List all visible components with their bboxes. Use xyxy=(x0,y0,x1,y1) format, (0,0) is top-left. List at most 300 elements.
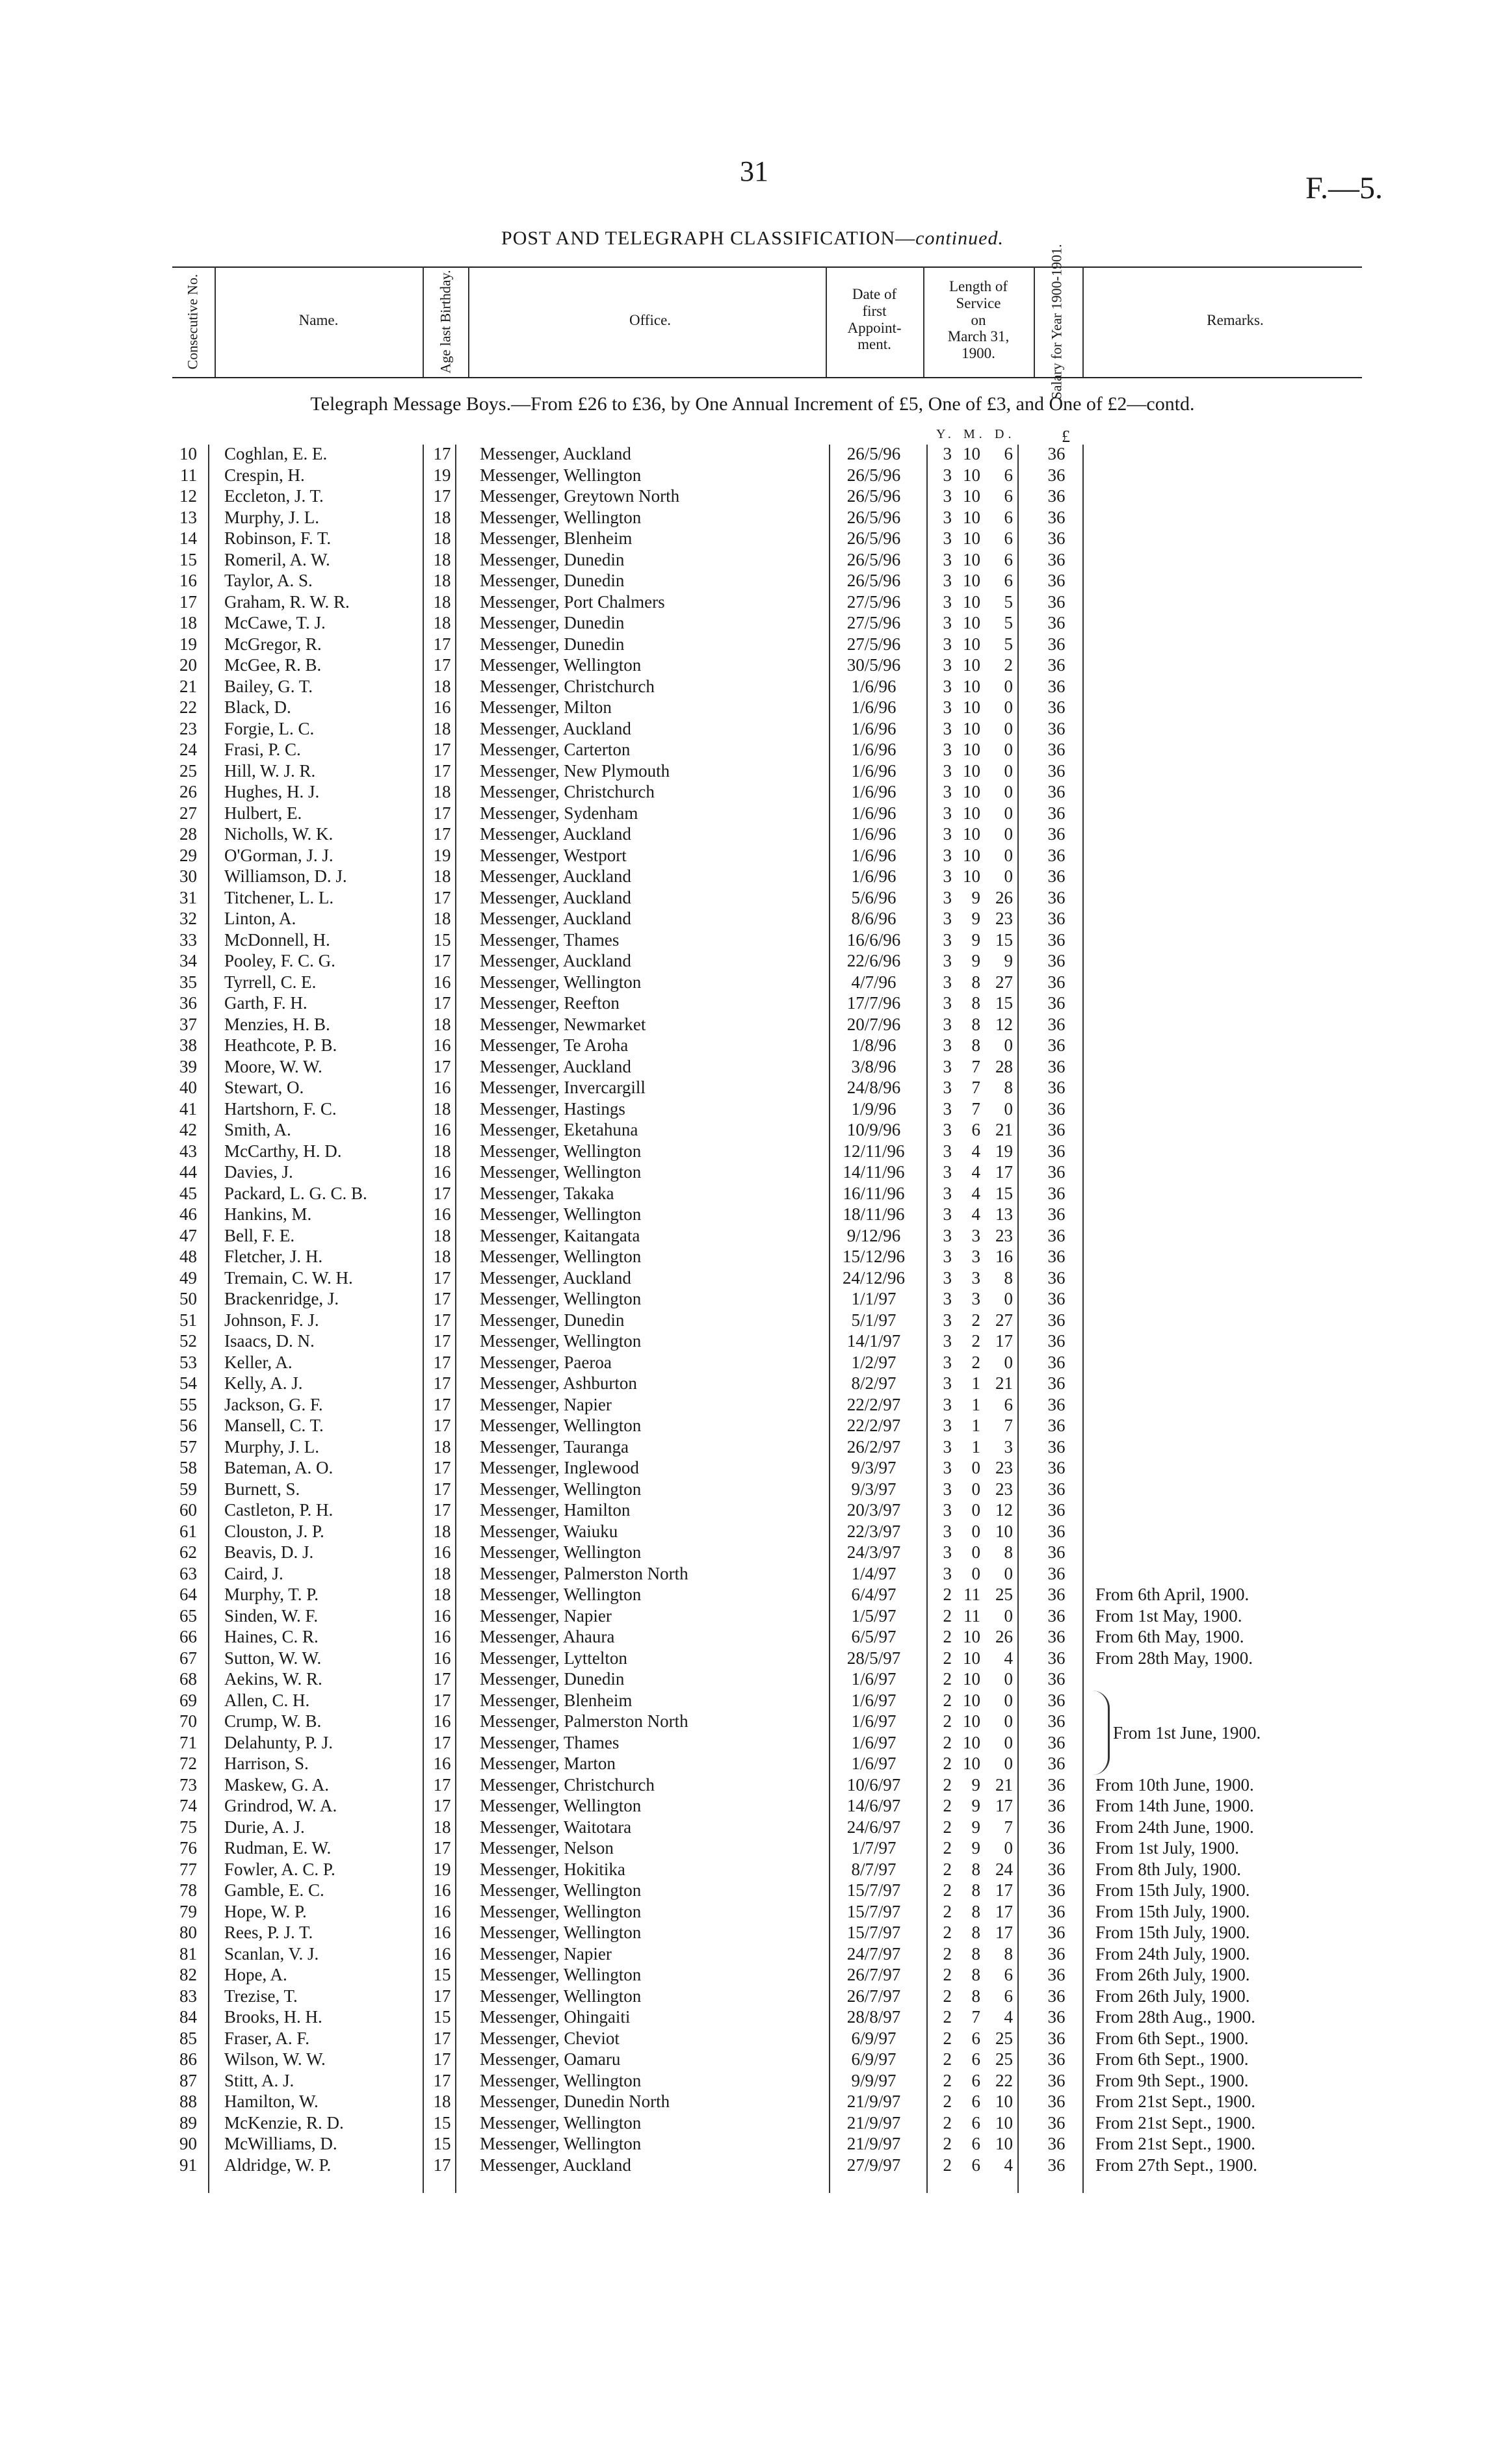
row-years: 3 xyxy=(943,782,952,801)
row-months: 4 xyxy=(971,1141,980,1161)
header-rule-top xyxy=(172,266,1362,268)
row-date: 26/5/96 xyxy=(846,444,901,463)
row-days: 0 xyxy=(1004,1754,1013,1773)
header-rule-bottom xyxy=(172,377,1362,378)
table-row xyxy=(0,2070,1505,2092)
row-months: 10 xyxy=(963,486,980,506)
row-days: 0 xyxy=(1004,1098,1013,1119)
row-office: Messenger, Dunedin North xyxy=(480,2092,670,2111)
row-years: 3 xyxy=(943,486,952,506)
row-office: Messenger, Sydenham xyxy=(480,803,638,823)
row-days: 0 xyxy=(1004,1352,1013,1372)
table-row xyxy=(0,1964,1505,1986)
row-years: 3 xyxy=(943,591,952,612)
table-row xyxy=(0,929,1505,951)
row-days: 27 xyxy=(995,972,1013,992)
row-number: 30 xyxy=(179,866,197,886)
row-years: 2 xyxy=(943,1754,952,1773)
row-name: Murphy, T. P. xyxy=(224,1585,319,1604)
row-name: Aldridge, W. P. xyxy=(224,2155,332,2175)
row-years: 2 xyxy=(943,1669,952,1689)
row-date: 1/6/96 xyxy=(851,803,896,823)
row-months: 0 xyxy=(971,1458,980,1477)
row-office: Messenger, Westport xyxy=(480,845,627,865)
table-row xyxy=(0,2133,1505,2155)
row-months: 9 xyxy=(971,1838,980,1858)
row-months: 10 xyxy=(963,845,980,865)
row-date: 26/5/96 xyxy=(846,571,901,590)
row-date: 3/8/96 xyxy=(851,1056,896,1076)
row-years: 3 xyxy=(943,1352,952,1372)
row-office: Messenger, Hamilton xyxy=(480,1500,631,1520)
row-years: 3 xyxy=(943,507,952,527)
row-years: 3 xyxy=(943,1479,952,1499)
unit-months: M. xyxy=(963,427,986,441)
row-number: 16 xyxy=(179,571,197,590)
row-years: 3 xyxy=(943,1436,952,1457)
row-days: 10 xyxy=(995,1521,1013,1541)
row-office: Messenger, Hokitika xyxy=(480,1859,625,1879)
row-years: 3 xyxy=(943,866,952,886)
row-salary: 36 xyxy=(1047,571,1066,590)
row-days: 0 xyxy=(1004,1563,1013,1583)
row-date: 17/7/96 xyxy=(846,993,901,1013)
unit-pound: £ xyxy=(1062,427,1074,446)
table-row xyxy=(0,507,1505,528)
row-age: 18 xyxy=(433,528,451,548)
header-divider xyxy=(923,266,924,377)
row-number: 36 xyxy=(179,993,197,1013)
row-months: 7 xyxy=(971,1056,980,1076)
row-days: 13 xyxy=(995,1204,1013,1224)
row-name: Hankins, M. xyxy=(224,1204,312,1224)
row-age: 18 xyxy=(433,1817,451,1837)
row-age: 19 xyxy=(433,1859,451,1879)
row-years: 3 xyxy=(943,549,952,569)
row-office: Messenger, Takaka xyxy=(480,1183,614,1203)
row-months: 10 xyxy=(963,782,980,801)
table-row xyxy=(0,591,1505,613)
row-remarks: From 26th July, 1900. xyxy=(1095,1965,1250,1984)
row-days: 6 xyxy=(1004,444,1013,463)
row-date: 15/7/97 xyxy=(846,1880,901,1900)
row-months: 8 xyxy=(971,1035,980,1055)
row-name: Isaacs, D. N. xyxy=(224,1331,315,1351)
row-age: 18 xyxy=(433,718,451,738)
row-years: 3 xyxy=(943,1521,952,1541)
row-remarks: From 6th April, 1900. xyxy=(1095,1585,1250,1604)
table-row xyxy=(0,1077,1505,1098)
row-office: Messenger, Newmarket xyxy=(480,1014,646,1034)
table-row xyxy=(0,1605,1505,1627)
row-salary: 36 xyxy=(1047,1098,1066,1119)
row-date: 26/7/97 xyxy=(846,1986,901,2006)
row-number: 59 xyxy=(179,1479,197,1499)
row-office: Messenger, Carterton xyxy=(480,740,631,759)
row-number: 75 xyxy=(179,1817,197,1837)
row-date: 16/6/96 xyxy=(846,929,901,950)
row-date: 6/9/97 xyxy=(851,2028,896,2048)
row-age: 18 xyxy=(433,1436,451,1457)
row-days: 4 xyxy=(1004,2007,1013,2027)
row-office: Messenger, Port Chalmers xyxy=(480,591,665,612)
row-salary: 36 xyxy=(1047,1965,1066,1984)
row-number: 78 xyxy=(179,1880,197,1900)
table-row xyxy=(0,866,1505,887)
row-years: 3 xyxy=(943,1247,952,1266)
row-age: 16 xyxy=(433,1648,451,1668)
row-remarks: From 10th June, 1900. xyxy=(1095,1774,1254,1795)
table-row xyxy=(0,697,1505,718)
row-years: 2 xyxy=(943,1605,952,1626)
row-years: 3 xyxy=(943,1542,952,1562)
row-name: Hill, W. J. R. xyxy=(224,760,316,781)
row-number: 12 xyxy=(179,486,197,506)
merged-remark: From 1st June, 1900. xyxy=(1113,1723,1261,1743)
row-age: 17 xyxy=(433,1838,451,1858)
row-number: 69 xyxy=(179,1690,197,1710)
row-days: 23 xyxy=(995,1225,1013,1245)
row-office: Messenger, Blenheim xyxy=(480,528,633,548)
row-years: 2 xyxy=(943,1817,952,1837)
row-age: 18 xyxy=(433,1225,451,1245)
row-name: Tyrrell, C. E. xyxy=(224,972,317,992)
row-office: Messenger, Wellington xyxy=(480,1141,642,1161)
row-office: Messenger, Wellington xyxy=(480,2070,642,2090)
row-remarks: From 14th June, 1900. xyxy=(1095,1796,1254,1815)
row-years: 3 xyxy=(943,718,952,738)
row-years: 2 xyxy=(943,1901,952,1921)
row-number: 68 xyxy=(179,1669,197,1689)
row-age: 17 xyxy=(433,655,451,675)
row-age: 17 xyxy=(433,740,451,759)
row-salary: 36 xyxy=(1047,972,1066,992)
row-salary: 36 xyxy=(1047,1838,1066,1858)
row-age: 17 xyxy=(433,760,451,781)
table-row xyxy=(0,1310,1505,1331)
row-years: 2 xyxy=(943,2070,952,2090)
row-age: 18 xyxy=(433,613,451,632)
row-age: 17 xyxy=(433,444,451,463)
table-row xyxy=(0,2028,1505,2049)
row-office: Messenger, Tauranga xyxy=(480,1436,629,1457)
row-age: 17 xyxy=(433,1056,451,1076)
row-age: 18 xyxy=(433,507,451,527)
table-row xyxy=(0,612,1505,634)
row-number: 32 xyxy=(179,909,197,928)
table-row xyxy=(0,1204,1505,1225)
row-number: 83 xyxy=(179,1986,197,2006)
row-date: 22/3/97 xyxy=(846,1521,901,1541)
row-number: 37 xyxy=(179,1014,197,1034)
row-date: 14/11/96 xyxy=(843,1162,905,1182)
row-months: 8 xyxy=(971,972,980,992)
row-years: 3 xyxy=(943,1014,952,1034)
row-age: 18 xyxy=(433,571,451,590)
row-name: Romeril, A. W. xyxy=(224,549,330,569)
row-salary: 36 xyxy=(1047,993,1066,1013)
row-salary: 36 xyxy=(1047,1141,1066,1161)
row-date: 1/6/96 xyxy=(851,697,896,717)
table-row xyxy=(0,1584,1505,1605)
row-office: Messenger, Greytown North xyxy=(480,486,680,506)
row-date: 28/8/97 xyxy=(846,2007,901,2027)
row-age: 18 xyxy=(433,676,451,696)
row-office: Messenger, Ashburton xyxy=(480,1373,637,1393)
row-name: McCawe, T. J. xyxy=(224,613,326,632)
table-row xyxy=(0,1837,1505,1859)
row-years: 3 xyxy=(943,465,952,485)
row-office: Messenger, Wellington xyxy=(480,1986,642,2006)
row-date: 1/6/97 xyxy=(851,1669,896,1689)
row-years: 3 xyxy=(943,1035,952,1055)
row-date: 4/7/96 xyxy=(851,972,896,992)
row-days: 0 xyxy=(1004,1690,1013,1710)
row-number: 86 xyxy=(179,2049,197,2069)
row-number: 54 xyxy=(179,1373,197,1393)
row-days: 26 xyxy=(995,1627,1013,1646)
row-office: Messenger, Wellington xyxy=(480,1542,642,1562)
row-months: 2 xyxy=(971,1331,980,1351)
row-date: 27/5/96 xyxy=(846,591,901,612)
row-months: 10 xyxy=(963,507,980,527)
row-days: 8 xyxy=(1004,1267,1013,1288)
row-date: 6/5/97 xyxy=(851,1627,896,1646)
row-name: Castleton, P. H. xyxy=(224,1500,334,1520)
row-days: 5 xyxy=(1004,613,1013,632)
row-age: 16 xyxy=(433,1627,451,1646)
row-months: 10 xyxy=(963,1627,980,1646)
row-name: Brooks, H. H. xyxy=(224,2007,322,2027)
row-office: Messenger, Wellington xyxy=(480,1923,642,1942)
table-row xyxy=(0,1119,1505,1141)
row-age: 18 xyxy=(433,1014,451,1034)
row-name: Trezise, T. xyxy=(224,1986,298,2006)
row-date: 9/3/97 xyxy=(851,1479,896,1499)
row-salary: 36 xyxy=(1047,740,1066,759)
row-months: 6 xyxy=(971,2155,980,2175)
row-salary: 36 xyxy=(1047,1605,1066,1626)
row-name: Johnson, F. J. xyxy=(224,1310,319,1330)
row-office: Messenger, Eketahuna xyxy=(480,1120,638,1139)
row-remarks: From 6th Sept., 1900. xyxy=(1095,2049,1249,2069)
row-date: 9/12/96 xyxy=(846,1225,901,1245)
row-office: Messenger, Nelson xyxy=(480,1838,614,1858)
row-days: 8 xyxy=(1004,1542,1013,1562)
row-remarks: From 21st Sept., 1900. xyxy=(1095,2112,1256,2133)
row-salary: 36 xyxy=(1047,1289,1066,1308)
row-years: 3 xyxy=(943,1204,952,1224)
row-age: 17 xyxy=(433,1732,451,1752)
row-months: 10 xyxy=(963,655,980,675)
row-years: 3 xyxy=(943,1183,952,1203)
row-name: Maskew, G. A. xyxy=(224,1774,329,1795)
row-age: 17 xyxy=(433,1352,451,1372)
row-office: Messenger, Wellington xyxy=(480,655,642,675)
row-date: 24/12/96 xyxy=(842,1267,905,1288)
row-age: 17 xyxy=(433,993,451,1013)
table-row xyxy=(0,1732,1505,1754)
row-age: 17 xyxy=(433,951,451,970)
row-days: 23 xyxy=(995,1458,1013,1477)
table-row xyxy=(0,1014,1505,1035)
row-days: 0 xyxy=(1004,676,1013,696)
row-office: Messenger, Inglewood xyxy=(480,1458,639,1477)
row-office: Messenger, Lyttelton xyxy=(480,1648,627,1668)
row-months: 9 xyxy=(971,1817,980,1837)
row-days: 10 xyxy=(995,2092,1013,2111)
row-salary: 36 xyxy=(1047,1479,1066,1499)
row-years: 2 xyxy=(943,1690,952,1710)
row-months: 8 xyxy=(971,1901,980,1921)
row-office: Messenger, Dunedin xyxy=(480,1310,625,1330)
row-months: 6 xyxy=(971,2112,980,2133)
row-age: 17 xyxy=(433,2028,451,2048)
row-number: 91 xyxy=(179,2155,197,2175)
row-age: 17 xyxy=(433,1479,451,1499)
row-years: 2 xyxy=(943,2155,952,2175)
row-years: 3 xyxy=(943,1310,952,1330)
row-office: Messenger, Thames xyxy=(480,929,620,950)
row-number: 87 xyxy=(179,2070,197,2090)
row-age: 18 xyxy=(433,549,451,569)
row-number: 80 xyxy=(179,1923,197,1942)
row-age: 18 xyxy=(433,1141,451,1161)
row-salary: 36 xyxy=(1047,1901,1066,1921)
header-date: Date of first Appoint- ment. xyxy=(847,286,902,353)
table-row xyxy=(0,803,1505,824)
row-years: 2 xyxy=(943,1859,952,1879)
row-days: 6 xyxy=(1004,1965,1013,1984)
row-months: 6 xyxy=(971,1120,980,1139)
row-salary: 36 xyxy=(1047,887,1066,907)
row-office: Messenger, Blenheim xyxy=(480,1690,633,1710)
row-days: 17 xyxy=(995,1331,1013,1351)
row-months: 3 xyxy=(971,1247,980,1266)
row-years: 3 xyxy=(943,634,952,654)
row-years: 2 xyxy=(943,2028,952,2048)
row-age: 15 xyxy=(433,2007,451,2027)
table-row xyxy=(0,1330,1505,1352)
row-salary: 36 xyxy=(1047,1796,1066,1815)
row-office: Messenger, Oamaru xyxy=(480,2049,621,2069)
page-number: 31 xyxy=(740,155,768,187)
row-years: 2 xyxy=(943,1838,952,1858)
row-number: 66 xyxy=(179,1627,197,1646)
row-days: 23 xyxy=(995,1479,1013,1499)
row-date: 27/5/96 xyxy=(846,634,901,654)
table-row xyxy=(0,1267,1505,1289)
row-name: Kelly, A. J. xyxy=(224,1373,303,1393)
row-date: 21/9/97 xyxy=(846,2134,901,2153)
table-row xyxy=(0,1795,1505,1817)
row-date: 1/8/96 xyxy=(851,1035,896,1055)
row-age: 17 xyxy=(433,1183,451,1203)
row-days: 6 xyxy=(1004,1394,1013,1414)
row-remarks: From 6th Sept., 1900. xyxy=(1095,2028,1249,2048)
row-age: 17 xyxy=(433,1310,451,1330)
row-months: 10 xyxy=(963,549,980,569)
row-date: 12/11/96 xyxy=(843,1141,905,1161)
row-salary: 36 xyxy=(1047,549,1066,569)
row-name: Scanlan, V. J. xyxy=(224,1943,319,1964)
row-number: 63 xyxy=(179,1563,197,1583)
row-salary: 36 xyxy=(1047,507,1066,527)
row-salary: 36 xyxy=(1047,613,1066,632)
row-salary: 36 xyxy=(1047,1880,1066,1900)
row-date: 8/6/96 xyxy=(851,909,896,928)
row-office: Messenger, Dunedin xyxy=(480,571,625,590)
row-days: 0 xyxy=(1004,740,1013,759)
row-days: 4 xyxy=(1004,2155,1013,2175)
row-remarks: From 21st Sept., 1900. xyxy=(1095,2092,1256,2111)
row-days: 23 xyxy=(995,909,1013,928)
table-row xyxy=(0,1035,1505,1056)
row-age: 16 xyxy=(433,1754,451,1773)
table-row xyxy=(0,549,1505,571)
row-salary: 36 xyxy=(1047,1542,1066,1562)
row-months: 8 xyxy=(971,1923,980,1942)
row-years: 3 xyxy=(943,1098,952,1119)
row-days: 16 xyxy=(995,1247,1013,1266)
row-years: 3 xyxy=(943,824,952,844)
row-days: 28 xyxy=(995,1056,1013,1076)
row-name: Sutton, W. W. xyxy=(224,1648,322,1668)
row-date: 26/7/97 xyxy=(846,1965,901,1984)
row-office: Messenger, Ahaura xyxy=(480,1627,615,1646)
remark-brace xyxy=(1092,1691,1110,1775)
row-days: 15 xyxy=(995,993,1013,1013)
row-name: Tremain, C. W. H. xyxy=(224,1267,353,1288)
table-row xyxy=(0,739,1505,760)
row-name: Davies, J. xyxy=(224,1162,293,1182)
table-row xyxy=(0,486,1505,507)
row-months: 10 xyxy=(963,866,980,886)
row-salary: 36 xyxy=(1047,1078,1066,1097)
row-days: 10 xyxy=(995,2134,1013,2153)
row-salary: 36 xyxy=(1047,1500,1066,1520)
table-row xyxy=(0,1479,1505,1500)
row-number: 11 xyxy=(180,465,197,485)
row-remarks: From 8th July, 1900. xyxy=(1095,1859,1242,1879)
row-name: Moore, W. W. xyxy=(224,1056,322,1076)
row-office: Messenger, Wellington xyxy=(480,1289,642,1308)
table-row xyxy=(0,1246,1505,1267)
row-salary: 36 xyxy=(1047,1986,1066,2006)
row-number: 21 xyxy=(179,676,197,696)
table-row xyxy=(0,1859,1505,1880)
row-days: 15 xyxy=(995,1183,1013,1203)
row-name: Hamilton, W. xyxy=(224,2092,319,2111)
table-row xyxy=(0,1542,1505,1563)
row-age: 18 xyxy=(433,591,451,612)
row-salary: 36 xyxy=(1047,2049,1066,2069)
row-salary: 36 xyxy=(1047,634,1066,654)
row-salary: 36 xyxy=(1047,824,1066,844)
row-age: 17 xyxy=(433,1690,451,1710)
row-salary: 36 xyxy=(1047,2007,1066,2027)
table-row xyxy=(0,845,1505,866)
row-number: 55 xyxy=(179,1394,197,1414)
classification-table-body xyxy=(0,443,1505,2175)
row-number: 57 xyxy=(179,1436,197,1457)
row-name: Crump, W. B. xyxy=(224,1711,322,1731)
row-age: 17 xyxy=(433,1289,451,1308)
row-years: 3 xyxy=(943,1458,952,1477)
row-number: 85 xyxy=(179,2028,197,2048)
row-date: 14/1/97 xyxy=(846,1331,901,1351)
row-office: Messenger, Dunedin xyxy=(480,634,625,654)
